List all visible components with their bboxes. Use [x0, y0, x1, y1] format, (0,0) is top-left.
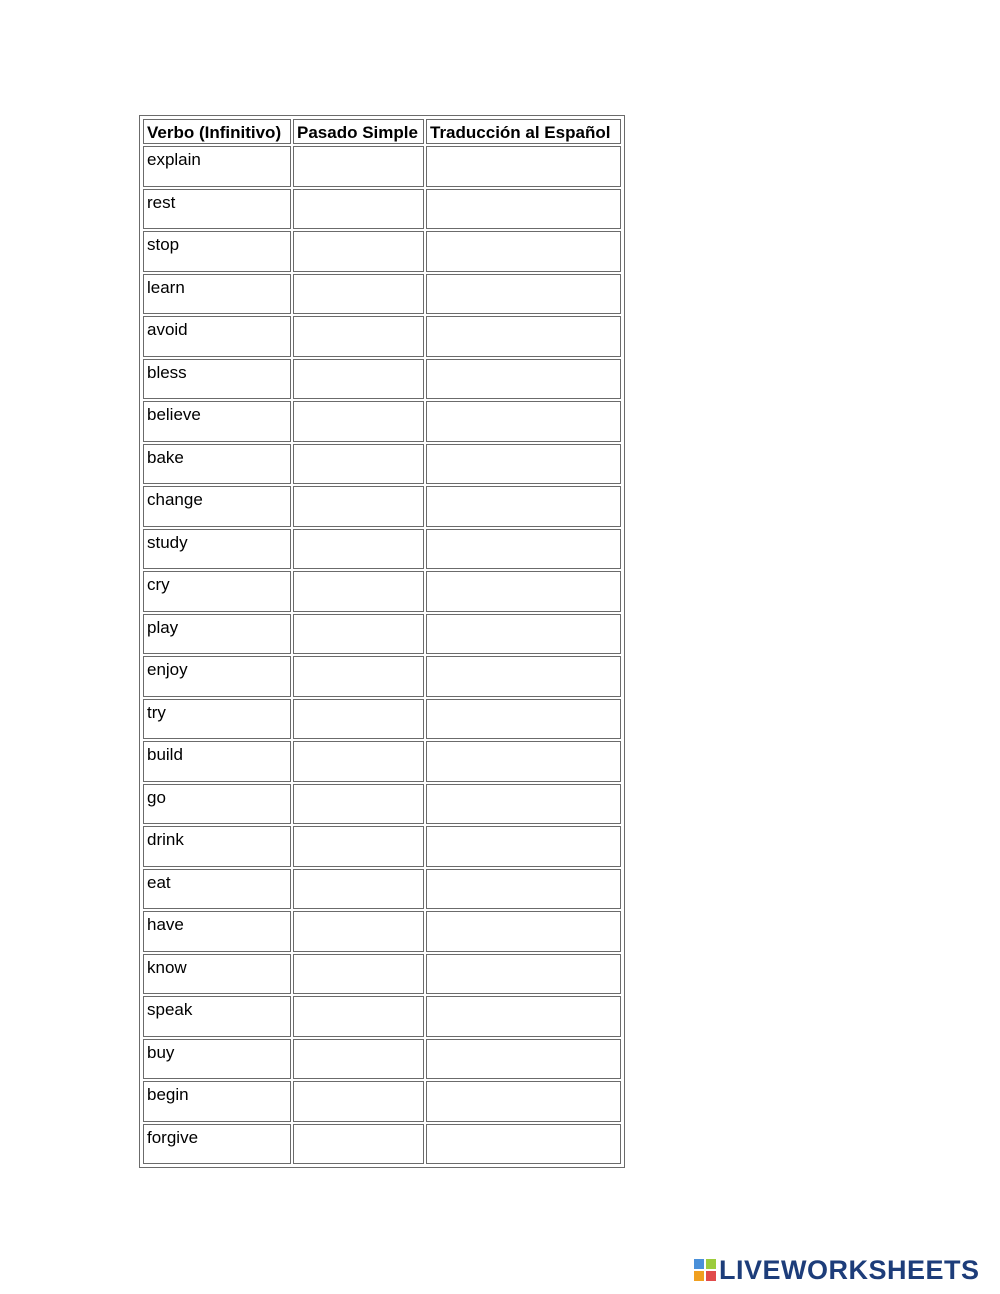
- table-row: [143, 869, 621, 910]
- translation-answer-cell[interactable]: [426, 911, 621, 952]
- past-simple-answer-cell[interactable]: [293, 784, 424, 825]
- table-row: [143, 486, 621, 527]
- table-row: [143, 1124, 621, 1165]
- past-simple-answer-cell[interactable]: [293, 231, 424, 272]
- verb-infinitive-cell: change: [143, 486, 291, 527]
- verb-infinitive-cell: have: [143, 911, 291, 952]
- verb-infinitive-cell: enjoy: [143, 656, 291, 697]
- table-row: [143, 359, 621, 400]
- past-simple-answer-cell[interactable]: [293, 316, 424, 357]
- header-translation: Traducción al Español: [426, 119, 621, 144]
- table-row: [143, 571, 621, 612]
- table-row: [143, 614, 621, 655]
- verb-infinitive-cell: bake: [143, 444, 291, 485]
- past-simple-answer-cell[interactable]: [293, 954, 424, 995]
- table-row: [143, 444, 621, 485]
- verb-infinitive-cell: try: [143, 699, 291, 740]
- table-row: [143, 529, 621, 570]
- verb-infinitive-cell: speak: [143, 996, 291, 1037]
- translation-answer-cell[interactable]: [426, 784, 621, 825]
- table-row: [143, 1039, 621, 1080]
- translation-answer-cell[interactable]: [426, 359, 621, 400]
- verb-infinitive-cell: study: [143, 529, 291, 570]
- past-simple-answer-cell[interactable]: [293, 359, 424, 400]
- verb-infinitive-cell: avoid: [143, 316, 291, 357]
- liveworksheets-logo: [694, 1257, 980, 1283]
- past-simple-answer-cell[interactable]: [293, 189, 424, 230]
- verb-infinitive-cell: stop: [143, 231, 291, 272]
- past-simple-answer-cell[interactable]: [293, 444, 424, 485]
- table-row: [143, 954, 621, 995]
- verb-infinitive-cell: believe: [143, 401, 291, 442]
- translation-answer-cell[interactable]: [426, 146, 621, 187]
- past-simple-answer-cell[interactable]: [293, 869, 424, 910]
- past-simple-answer-cell[interactable]: [293, 996, 424, 1037]
- past-simple-answer-cell[interactable]: [293, 656, 424, 697]
- table-header-row: [143, 119, 621, 144]
- verb-infinitive-cell: explain: [143, 146, 291, 187]
- translation-answer-cell[interactable]: [426, 486, 621, 527]
- table-row: [143, 656, 621, 697]
- translation-answer-cell[interactable]: [426, 1039, 621, 1080]
- header-past-simple: Pasado Simple: [293, 119, 424, 144]
- table-row: [143, 316, 621, 357]
- verb-rows: [143, 146, 621, 1164]
- table-row: [143, 146, 621, 187]
- translation-answer-cell[interactable]: [426, 571, 621, 612]
- translation-answer-cell[interactable]: [426, 1081, 621, 1122]
- past-simple-answer-cell[interactable]: [293, 529, 424, 570]
- header-infinitive: Verbo (Infinitivo): [143, 119, 291, 144]
- verb-infinitive-cell: learn: [143, 274, 291, 315]
- table-row: [143, 911, 621, 952]
- verb-infinitive-cell: eat: [143, 869, 291, 910]
- verb-infinitive-cell: begin: [143, 1081, 291, 1122]
- logo-text: LIVEWORKSHEETS: [719, 1255, 980, 1285]
- table-row: [143, 231, 621, 272]
- translation-answer-cell[interactable]: [426, 656, 621, 697]
- translation-answer-cell[interactable]: [426, 614, 621, 655]
- table-row: [143, 996, 621, 1037]
- past-simple-answer-cell[interactable]: [293, 486, 424, 527]
- table-row: [143, 784, 621, 825]
- verb-infinitive-cell: cry: [143, 571, 291, 612]
- past-simple-answer-cell[interactable]: [293, 571, 424, 612]
- table-row: [143, 401, 621, 442]
- table-row: [143, 741, 621, 782]
- past-simple-answer-cell[interactable]: [293, 614, 424, 655]
- verb-worksheet: [139, 115, 625, 1168]
- translation-answer-cell[interactable]: [426, 401, 621, 442]
- translation-answer-cell[interactable]: [426, 529, 621, 570]
- translation-answer-cell[interactable]: [426, 189, 621, 230]
- past-simple-answer-cell[interactable]: [293, 274, 424, 315]
- past-simple-answer-cell[interactable]: [293, 826, 424, 867]
- translation-answer-cell[interactable]: [426, 231, 621, 272]
- liveworksheets-logo-icon: [694, 1259, 716, 1281]
- verb-table: [141, 117, 623, 1166]
- table-row: [143, 699, 621, 740]
- verb-infinitive-cell: know: [143, 954, 291, 995]
- verb-infinitive-cell: go: [143, 784, 291, 825]
- table-row: [143, 274, 621, 315]
- past-simple-answer-cell[interactable]: [293, 146, 424, 187]
- past-simple-answer-cell[interactable]: [293, 741, 424, 782]
- verb-infinitive-cell: bless: [143, 359, 291, 400]
- table-row: [143, 1081, 621, 1122]
- translation-answer-cell[interactable]: [426, 741, 621, 782]
- verb-infinitive-cell: buy: [143, 1039, 291, 1080]
- verb-infinitive-cell: forgive: [143, 1124, 291, 1165]
- translation-answer-cell[interactable]: [426, 826, 621, 867]
- translation-answer-cell[interactable]: [426, 996, 621, 1037]
- translation-answer-cell[interactable]: [426, 699, 621, 740]
- translation-answer-cell[interactable]: [426, 316, 621, 357]
- verb-infinitive-cell: build: [143, 741, 291, 782]
- verb-infinitive-cell: rest: [143, 189, 291, 230]
- translation-answer-cell[interactable]: [426, 1124, 621, 1165]
- translation-answer-cell[interactable]: [426, 444, 621, 485]
- past-simple-answer-cell[interactable]: [293, 1039, 424, 1080]
- past-simple-answer-cell[interactable]: [293, 1081, 424, 1122]
- translation-answer-cell[interactable]: [426, 954, 621, 995]
- translation-answer-cell[interactable]: [426, 869, 621, 910]
- table-row: [143, 189, 621, 230]
- past-simple-answer-cell[interactable]: [293, 401, 424, 442]
- past-simple-answer-cell[interactable]: [293, 699, 424, 740]
- translation-answer-cell[interactable]: [426, 274, 621, 315]
- verb-infinitive-cell: drink: [143, 826, 291, 867]
- past-simple-answer-cell[interactable]: [293, 911, 424, 952]
- table-row: [143, 826, 621, 867]
- past-simple-answer-cell[interactable]: [293, 1124, 424, 1165]
- verb-infinitive-cell: play: [143, 614, 291, 655]
